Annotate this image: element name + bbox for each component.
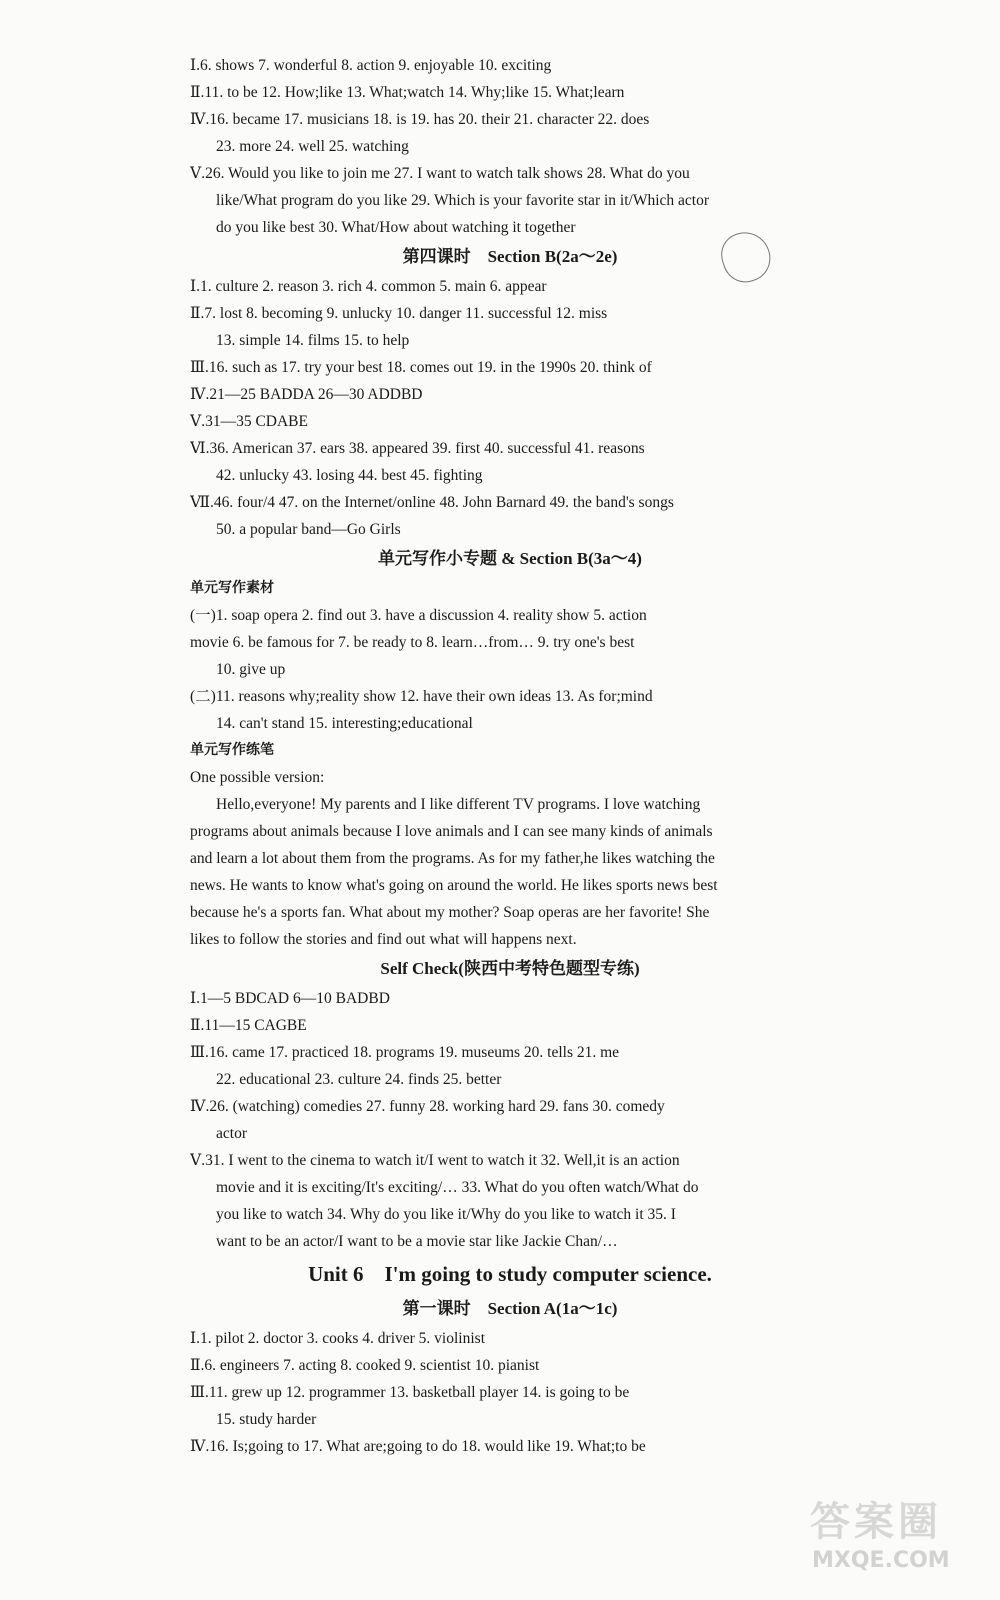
section-heading: 单元写作小专题 & Section B(3a～4) bbox=[378, 549, 642, 568]
section-heading: 第一课时 Section A(1a～1c) bbox=[402, 1299, 618, 1318]
text-line: Ⅶ.46. four/4 47. on the Internet/online 48. John Barnard 49. the band's songs bbox=[190, 494, 674, 511]
text-line: Ⅲ.16. such as 17. try your best 18. comes out 19. in the 1990s 20. think of bbox=[190, 359, 652, 376]
text-line: Ⅳ.21—25 BADDA 26—30 ADDBD bbox=[190, 386, 423, 403]
section-heading: Self Check(陕西中考特色题型专练) bbox=[380, 959, 640, 978]
text-line: Ⅲ.11. grew up 12. programmer 13. basketball player 14. is going to be bbox=[190, 1384, 630, 1401]
unit-title: Unit 6 I'm going to study computer science. bbox=[308, 1262, 712, 1286]
text-line: 10. give up bbox=[216, 661, 286, 678]
text-line: Ⅴ.31—35 CDABE bbox=[190, 413, 308, 430]
text-line: movie 6. be famous for 7. be ready to 8. learn…from… 9. try one's best bbox=[190, 634, 635, 651]
text-line: likes to follow the stories and find out what will happens next. bbox=[190, 931, 577, 948]
text-line: Ⅴ.26. Would you like to join me 27. I want to watch talk shows 28. What do you bbox=[190, 165, 690, 182]
text-line: and learn a lot about them from the programs. As for my father,he likes watching the bbox=[190, 850, 715, 867]
text-line: Ⅳ.26. (watching) comedies 27. funny 28. working hard 29. fans 30. comedy bbox=[190, 1098, 665, 1115]
text-line: Hello,everyone! My parents and I like different TV programs. I love watching bbox=[216, 796, 701, 813]
watermark-url: MXQE.COM bbox=[812, 1548, 950, 1573]
text-line: Ⅰ.1. pilot 2. doctor 3. cooks 4. driver 5. violinist bbox=[190, 1330, 485, 1347]
text-line: movie and it is exciting/It's exciting/… 33. What do you often watch/What do bbox=[216, 1179, 699, 1196]
text-line: actor bbox=[216, 1125, 247, 1142]
text-line: One possible version: bbox=[190, 769, 325, 786]
text-line: Ⅳ.16. became 17. musicians 18. is 19. has 20. their 21. character 22. does bbox=[190, 111, 650, 128]
text-line: because he's a sports fan. What about my mother? Soap operas are her favorite! She bbox=[190, 904, 710, 921]
text-line: (一)1. soap opera 2. find out 3. have a discussion 4. reality show 5. action bbox=[190, 607, 647, 624]
text-line: 23. more 24. well 25. watching bbox=[216, 138, 409, 155]
text-line: Ⅱ.11—15 CAGBE bbox=[190, 1017, 307, 1034]
text-line: 50. a popular band—Go Girls bbox=[216, 521, 401, 538]
text-line: Ⅱ.6. engineers 7. acting 8. cooked 9. scientist 10. pianist bbox=[190, 1357, 540, 1374]
text-line: 15. study harder bbox=[216, 1411, 317, 1428]
text-line: Ⅰ.6. shows 7. wonderful 8. action 9. enjoyable 10. exciting bbox=[190, 57, 552, 74]
text-line: 13. simple 14. films 15. to help bbox=[216, 332, 410, 349]
text-line: Ⅵ.36. American 37. ears 38. appeared 39. first 40. successful 41. reasons bbox=[190, 440, 645, 457]
text-line: you like to watch 34. Why do you like it/Why do you like to watch it 35. I bbox=[216, 1206, 676, 1223]
text-line: 14. can't stand 15. interesting;educational bbox=[216, 715, 473, 732]
text-line: programs about animals because I love animals and I can see many kinds of animals bbox=[190, 823, 713, 840]
text-line: want to be an actor/I want to be a movie star like Jackie Chan/… bbox=[216, 1233, 618, 1250]
subsection-heading: 单元写作练笔 bbox=[190, 742, 274, 758]
text-line: do you like best 30. What/How about watching it together bbox=[216, 219, 576, 236]
text-line: Ⅴ.31. I went to the cinema to watch it/I went to watch it 32. Well,it is an action bbox=[190, 1152, 680, 1169]
text-line: Ⅰ.1. culture 2. reason 3. rich 4. common 5. main 6. appear bbox=[190, 278, 547, 295]
subsection-heading: 单元写作素材 bbox=[190, 580, 274, 596]
section-heading: 第四课时 Section B(2a～2e) bbox=[402, 247, 618, 266]
text-line: Ⅱ.7. lost 8. becoming 9. unlucky 10. danger 11. successful 12. miss bbox=[190, 305, 608, 322]
text-line: Ⅳ.16. Is;going to 17. What are;going to do 18. would like 19. What;to be bbox=[190, 1438, 646, 1455]
text-line: news. He wants to know what's going on around the world. He likes sports news best bbox=[190, 877, 718, 894]
text-line: 42. unlucky 43. losing 44. best 45. fighting bbox=[216, 467, 483, 484]
text-line: like/What program do you like 29. Which is your favorite star in it/Which actor bbox=[216, 192, 709, 209]
text-line: Ⅰ.1—5 BDCAD 6—10 BADBD bbox=[190, 990, 390, 1007]
watermark-logo: 答案圈 bbox=[810, 1499, 942, 1545]
text-line: Ⅱ.11. to be 12. How;like 13. What;watch 14. Why;like 15. What;learn bbox=[190, 84, 625, 101]
text-line: (二)11. reasons why;reality show 12. have their own ideas 13. As for;mind bbox=[190, 688, 653, 705]
text-line: 22. educational 23. culture 24. finds 25. better bbox=[216, 1071, 502, 1088]
text-line: Ⅲ.16. came 17. practiced 18. programs 19. museums 20. tells 21. me bbox=[190, 1044, 620, 1061]
